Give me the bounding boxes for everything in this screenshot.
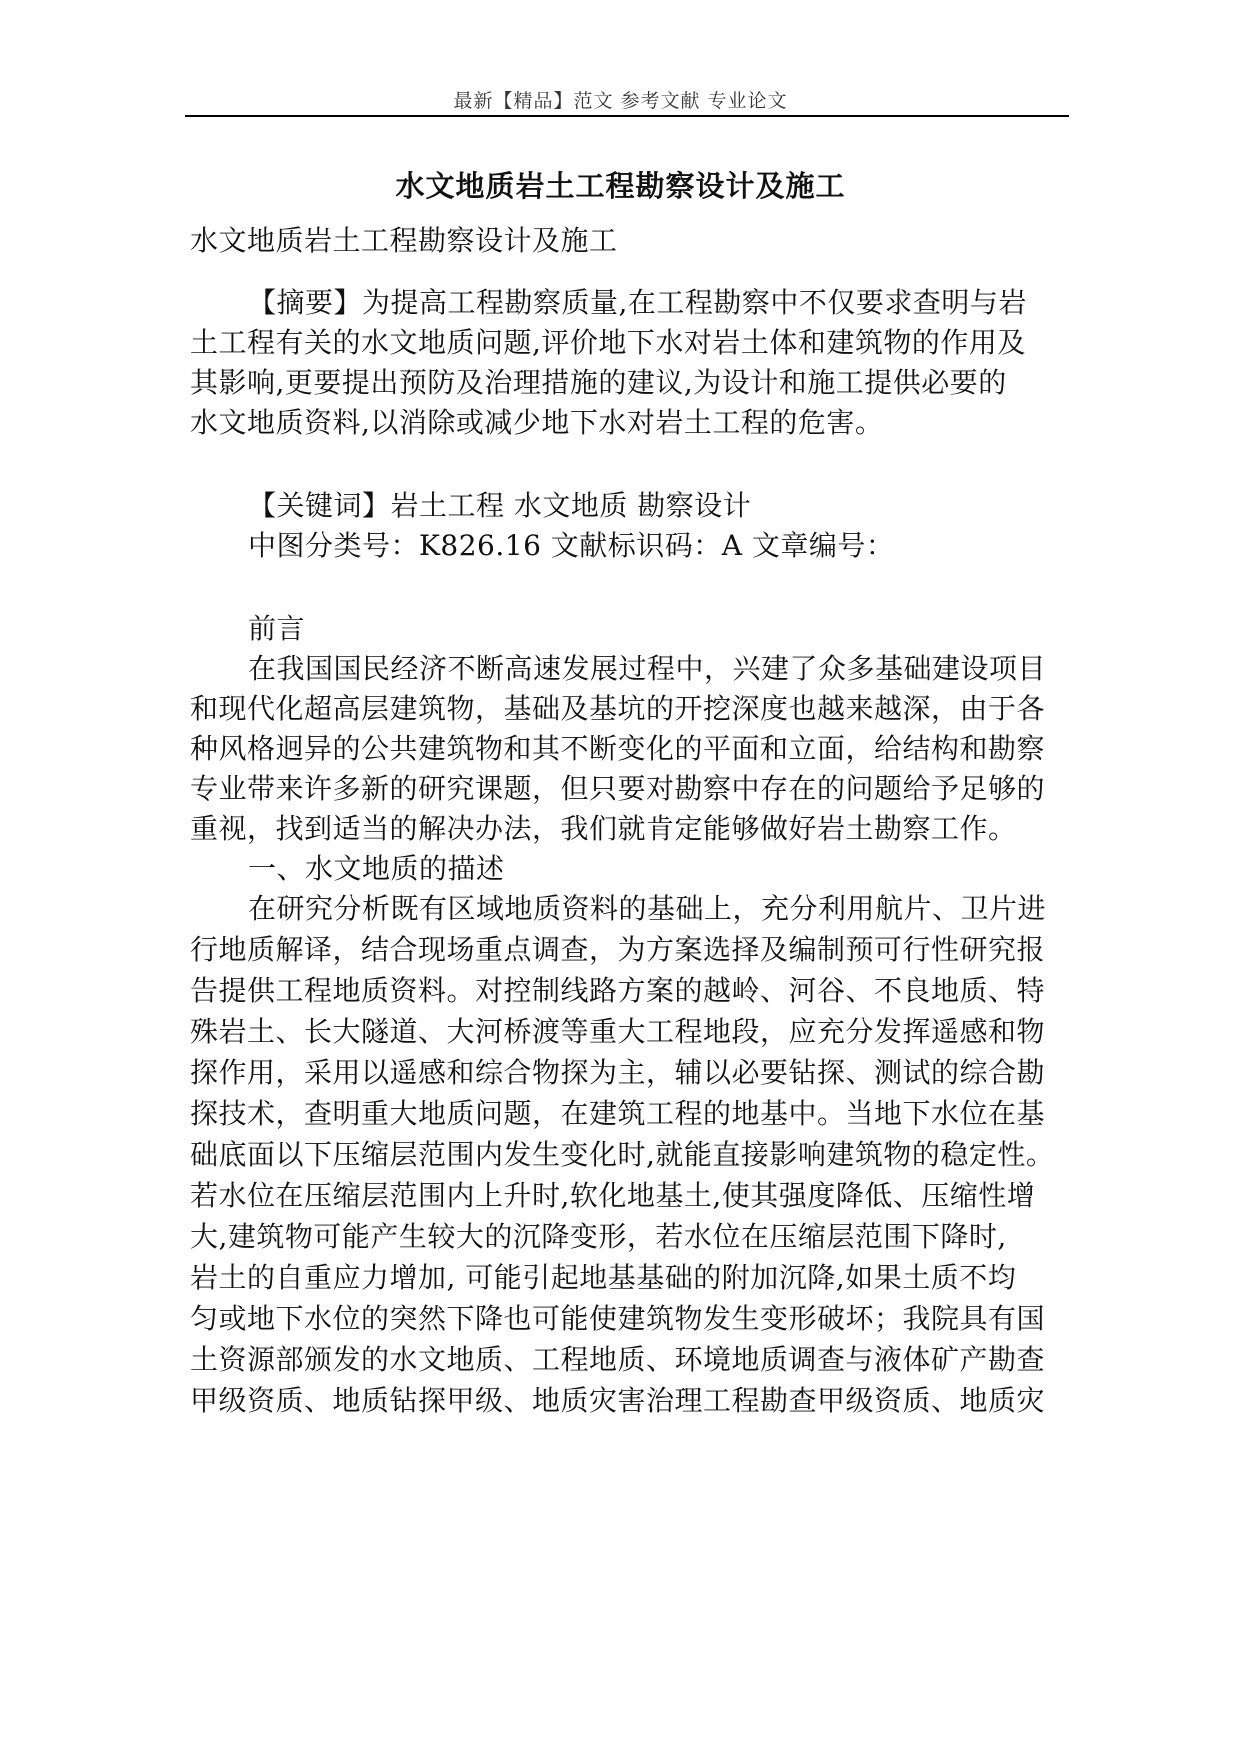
section-line: 大,建筑物可能产生较大的沉降变形，若水位在压缩层范围下降时,: [190, 1220, 1007, 1253]
preface-line: 和现代化超高层建筑物，基础及基坑的开挖深度也越来越深，由于各: [190, 692, 1046, 725]
section-line: 告提供工程地质资料。对控制线路方案的越岭、河谷、不良地质、特: [190, 974, 1046, 1007]
section-line: 殊岩土、长大隧道、大河桥渡等重大工程地段，应充分发挥遥感和物: [190, 1015, 1046, 1048]
abstract-line: 【摘要】为提高工程勘察质量,在工程勘察中不仅要求查明与岩: [248, 286, 1027, 319]
preface-line: 种风格迥异的公共建筑物和其不断变化的平面和立面，给结构和勘察: [190, 732, 1046, 765]
keywords: 【关键词】岩土工程 水文地质 勘察设计: [248, 489, 752, 522]
section-line: 甲级资质、地质钻探甲级、地质灾害治理工程勘查甲级资质、地质灾: [190, 1384, 1046, 1417]
preface-line: 重视，找到适当的解决办法，我们就肯定能够做好岩土勘察工作。: [190, 812, 1017, 845]
section-line: 土资源部颁发的水文地质、工程地质、环境地质调查与液体矿产勘查: [190, 1343, 1046, 1376]
section-line: 础底面以下压缩层范围内发生变化时,就能直接影响建筑物的稳定性。: [190, 1138, 1055, 1171]
document-subtitle: 水文地质岩土工程勘察设计及施工: [190, 224, 618, 257]
page-header: 最新【精品】范文 参考文献 专业论文: [453, 90, 788, 112]
section-line: 匀或地下水位的突然下降也可能使建筑物发生变形破坏；我院具有国: [190, 1302, 1046, 1335]
abstract-line: 水文地质资料,以消除或减少地下水对岩土工程的危害。: [190, 406, 884, 439]
section-line: 在研究分析既有区域地质资料的基础上，充分利用航片、卫片进: [248, 892, 1047, 925]
header-divider: [185, 115, 1069, 117]
section-line: 岩土的自重应力增加, 可能引起地基基础的附加沉降,如果土质不均: [190, 1261, 1017, 1294]
preface-line: 专业带来许多新的研究课题，但只要对勘察中存在的问题给予足够的: [190, 772, 1046, 805]
preface-line: 在我国国民经济不断高速发展过程中，兴建了众多基础建设项目: [248, 652, 1047, 685]
abstract-line: 其影响,更要提出预防及治理措施的建议,为设计和施工提供必要的: [190, 366, 1007, 399]
section-heading: 一、水文地质的描述: [248, 852, 505, 885]
document-title: 水文地质岩土工程勘察设计及施工: [395, 169, 846, 203]
preface-heading: 前言: [248, 612, 306, 645]
section-line: 行地质解译，结合现场重点调查，为方案选择及编制预可行性研究报: [190, 933, 1046, 966]
classification-info: 中图分类号：K826.16 文献标识码：A 文章编号：: [248, 529, 895, 562]
section-line: 若水位在压缩层范围内上升时,软化地基土,使其强度降低、压缩性增: [190, 1179, 1036, 1212]
abstract-line: 土工程有关的水文地质问题,评价地下水对岩土体和建筑物的作用及: [190, 326, 1026, 359]
section-line: 探技术，查明重大地质问题，在建筑工程的地基中。当地下水位在基: [190, 1097, 1046, 1130]
section-line: 探作用，采用以遥感和综合物探为主，辅以必要钻探、测试的综合勘: [190, 1056, 1046, 1089]
